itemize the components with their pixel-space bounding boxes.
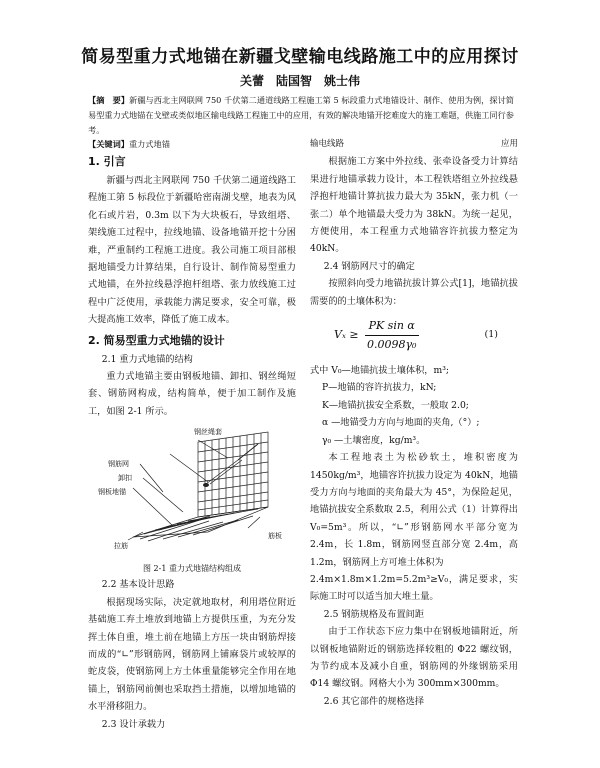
definition-k: K—地锚抗拔安全系数，一般取 2.0; [321, 399, 469, 411]
label-shackle: 卸扣 [118, 474, 132, 483]
label-wire-rope: 钢丝绳套 [194, 428, 222, 437]
column-header [310, 136, 518, 153]
shackle-mark [203, 483, 209, 487]
right-column [310, 136, 518, 710]
formula-denominator: 0.0098γ₀ [366, 337, 417, 351]
label-rib: 筋板 [268, 532, 282, 541]
paragraph-design-idea: 根据现场实际，决定就地取材，利用塔位附近基础施工弃土堆放到地锚上方提供压重，为充分发挥土体自重，堆土前在地锚上方压一块由钢筋焊接而成的“∟”形钢筋网，钢筋网上铺麻袋片或较厚的蛇皮袋，使钢筋网上方土体重量能够完全作用在地锚上，钢筋网前侧也采取挡土措施，以增加地锚的水平滑移阻力。 [88, 596, 296, 713]
header-right: 应用 [500, 139, 518, 149]
header-left: 输电线路 [310, 139, 345, 149]
paragraph-structure: 重力式地锚主要由钢板地锚、卸扣、钢丝绳短套、钢筋网构成，结构简单，便于加工制作及施工，如图 2-1 所示。 [88, 371, 296, 417]
paragraph-calculation: 本工程地表土为松砂软土，堆积密度为 1450kg/m³，地锚容许抗拔力设定为 40kN，地锚受力方向与地面的夹角最大为 45°，为保险起见，地锚抗拔安全系数取 2.5，利用公式（1）计算得出 V₀=5m³。所以，“∟”形钢筋网水平部分宽为 2.4m，长 1.8m，钢筋网竖直部分宽 2.4m，高 1.2m，钢筋网上方可堆土体积为 [310, 452, 518, 568]
figure-anchor-structure [88, 422, 296, 562]
section-2-3-heading: 2.3 设计承载力 [101, 718, 166, 730]
formula-number: (1) [484, 329, 498, 341]
label-plate-anchor: 钢板地锚 [98, 488, 126, 497]
label-bar: 拉筋 [114, 542, 128, 551]
formula-numerator: PK sin α [365, 317, 419, 335]
left-column [88, 150, 296, 733]
paragraph-calculation-result: 2.4m×1.8m×1.2m=5.2m³≥V₀，满足要求，实际施工时可以适当加大堆土量。 [310, 573, 518, 603]
paragraph-formula-intro: 按照斜向受力地锚抗拔计算公式[1]，地锚抗拔需要的的土壤体积为： [310, 278, 518, 307]
section-2-1-heading: 2.1 重力式地锚的结构 [101, 353, 193, 365]
page-title: 简易型重力式地锚在新疆戈壁输电线路施工中的应用探讨 [81, 47, 519, 67]
label-mesh: 钢筋网 [108, 460, 129, 469]
abstract-text: 新疆与西北主网联网 750 千伏第二通道线路工程施工第 5 标段重力式地锚设计、制作、使用为例，探讨简易型重力式地锚在戈壁或类似地区输电线路工程施工中的应用，有效的解决地锚开挖难度大的施工难题，供施工同行参考。 [88, 95, 514, 135]
paragraph-intro: 新疆与西北主网联网 750 千伏第二通道线路工程施工第 5 标段位于新疆哈密南湖戈壁，地表为风化石或片岩，0.3m 以下为大块板石，导致组塔、架线施工过程中，拉线地锚、设备地锚开挖十分困难，严重制约工程施工进度。我公司施工项目部根据地锚受力计算结果，自行设计、制作简易型重力式地锚，在外拉线悬浮抱杆组塔、张力放线施工过程中广泛使用，承载能力满足要求，安全可靠，极大提高施工效率，降低了施工成本。 [88, 175, 296, 326]
formula-1 [310, 312, 518, 358]
paragraph-rebar: 由于工作状态下应力集中在钢板地锚附近，所以钢板地锚附近的钢筋选择较粗的 Φ22 螺纹钢，为节约成本及减小自重，钢筋网的外缘钢筋采用 Φ14 螺纹钢。网格大小为 300mm×300mm。 [310, 626, 518, 690]
section-1-heading: 1. 引言 [88, 155, 126, 168]
definition-v0: 式中 V₀—地锚抗拔土壤体积，m³; [310, 365, 449, 377]
figure-caption: 图 2-1 重力式地锚结构组成 [143, 564, 241, 574]
formula-fraction [365, 317, 419, 353]
section-2-4-heading: 2.4 钢筋网尺寸的确定 [323, 260, 415, 272]
formula-lhs: Vₓ ≥ [334, 328, 359, 342]
keywords [88, 139, 170, 150]
keywords-label: 【关键词】 [88, 139, 129, 149]
section-2-6-heading: 2.6 其它部件的规格选择 [323, 695, 425, 707]
definition-gamma: γ₀ —土壤密度，kg/m³。 [321, 434, 426, 446]
section-2-5-heading: 2.5 钢筋规格及布置间距 [323, 608, 425, 620]
paragraph-capacity: 根据施工方案中外拉线、张牵设备受力计算结果进行地锚承载力设计，本工程铁塔组立外拉线悬浮抱杆地锚计算抗拔力最大为 35kN，张力机（一张二）单个地锚最大受力为 38kN。为统一起见，方便使用，本工程重力式地锚容许抗拔力整定为 40kN。 [310, 156, 518, 255]
abstract [88, 93, 514, 138]
definition-alpha: α —地锚受力方向与地面的夹角,（°）; [321, 417, 480, 429]
definition-p: P—地锚的容许抗拔力，kN; [321, 382, 437, 394]
section-2-2-heading: 2.2 基本设计思路 [101, 579, 175, 591]
keywords-text: 重力式地锚 [128, 139, 170, 149]
abstract-label: 【摘 要】 [88, 95, 130, 105]
authors: 关蕾 陆国智 姚士伟 [239, 74, 360, 88]
section-2-heading: 2. 简易型重力式地锚的设计 [88, 333, 225, 347]
